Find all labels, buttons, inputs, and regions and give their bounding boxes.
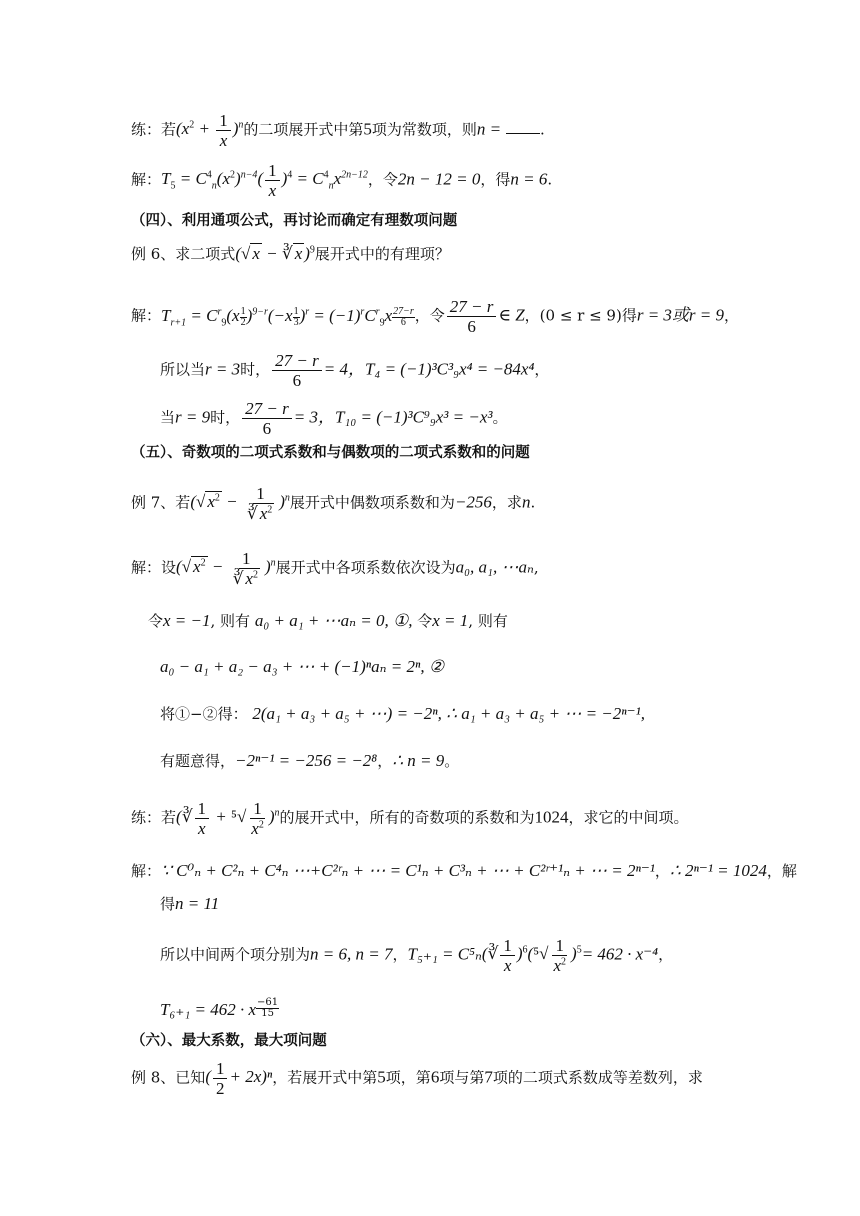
exercise-answer-2-line-4: T₆₊₁ = 462 · x $\frac{-61}{15}$ xyxy=(160,997,279,1019)
exercise-answer-2: 解：∵ C⁰ₙ + C²ₙ + C⁴ₙ ⋯+C²ʳₙ + ⋯ = C¹ₙ + C³ₙ + ⋯ + C²ʳ⁺¹ₙ + ⋯ = 2ⁿ⁻¹，∴ 2ⁿ⁻¹ = 1024，解 xyxy=(131,861,797,880)
label-text: 练：若 xyxy=(131,120,177,139)
exercise-question-2: 练：若(∛ $\frac{1}{x}$ + ⁵√ $\frac{1}{x^2}$ )$^n$的展开式中，所有的奇数项的系数和为1024，求它的中间项。 xyxy=(131,799,689,838)
example-6-question: 例 6、求二项式(√ x − ∛ x )$^9$展开式中的有理项？ xyxy=(131,244,450,263)
example-6-answer: 解：$T_{r+1} = C^r_9(x$ $\frac{1}{2}$ )$^{9-r}$(−x $\frac{1}{3}$ )$^r = (-1)^rC^r_9x$ $\frac{27-r}{6}$ ，令 $\frac{27 - r}{6}$ ∈ Z，(0 ≤ r ≤ 9)得r = 3或r = 9， xyxy=(131,297,740,336)
section-6-heading: （六）、最大系数，最大项问题 xyxy=(131,1033,327,1049)
section-4-heading: （四）、利用通项公式，再讨论而确定有理数项问题 xyxy=(131,213,458,229)
example-7-line-2: 令x = −1, 则有 a₀ + a₁ + ⋯aₙ = 0, ①, 令x = 1, 则有 xyxy=(148,611,508,630)
exercise-answer-1: 解：$T_5 = C^4_n(x^2)^{n-4}$( $\frac{1}{x}$ )$^4 = C^4_nx^{2n-12}$，令2n − 12 = 0，得n = 6. xyxy=(131,161,553,200)
example-7-line-5: 有题意得，−2ⁿ⁻¹ = −256 = −2⁸，∴ n = 9。 xyxy=(160,751,460,770)
answer-blank xyxy=(506,121,540,134)
section-5-heading: （五）、奇数项的二项式系数和与偶数项的二项式系数和的问题 xyxy=(131,445,530,461)
example-6-line-3: 当r = 9时， $\frac{27 - r}{6}$ = 3，T₁₀ = (−1)³C⁹₉x³ = −x³。 xyxy=(160,399,508,438)
exercise-answer-2-line-3: 所以中间两个项分别为n = 6, n = 7，T₅₊₁ = C⁵ₙ(∛ $\frac{1}{x}$ )$^6$(⁵√ $\frac{1}{x^2}$ )$^5$= 462 · x⁻⁴， xyxy=(160,936,674,975)
exercise-answer-2-line-2: 得n = 11 xyxy=(160,894,220,913)
example-6-line-2: 所以当r = 3时， $\frac{27 - r}{6}$ = 4，T₄ = (−1)³C³₉x⁴ = −84x⁴， xyxy=(160,351,550,390)
label-text: 解： xyxy=(131,170,162,189)
exercise-question-1: 练：若($x^2$ + $\frac{1}{x}$ )$^n$的二项展开式中第5项为常数项，则n = . xyxy=(131,111,545,150)
example-7-line-3: a₀ − a₁ + a₂ − a₃ + ⋯ + (−1)ⁿaₙ = 2ⁿ, ② xyxy=(160,657,445,676)
example-7-question: 例 7、若(√ $x^2$ − $\frac{1}{∛ x^2}$ )$^n$展开式中偶数项系数和为−256，求n. xyxy=(131,484,536,523)
example-7-line-4: 将①−②得： 2(a₁ + a₃ + a₅ + ⋯) = −2ⁿ, ∴ a₁ + a₃ + a₅ + ⋯ = −2ⁿ⁻¹, xyxy=(160,704,645,723)
example-8-question: 例 8、已知( $\frac{1}{2}$ + 2x)ⁿ，若展开式中第5项，第6项与第7项的二项式系数成等差数列，求 xyxy=(131,1059,703,1098)
example-7-answer: 解：设(√ $x^2$ − $\frac{1}{∛ x^2}$ )$^n$展开式中各项系数依次设为a₀, a₁, ⋯aₙ, xyxy=(131,549,539,588)
